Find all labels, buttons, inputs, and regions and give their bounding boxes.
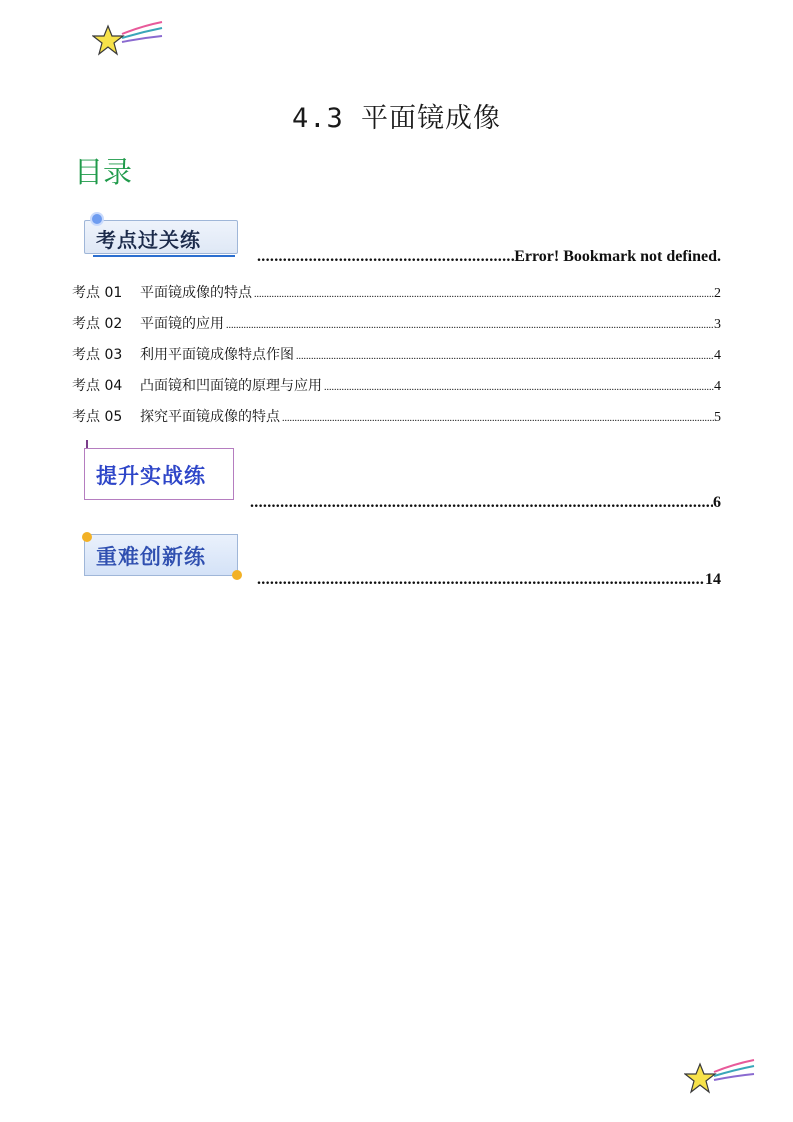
toc-item-title: 平面镜成像的特点 [140, 285, 252, 301]
dot-leader [254, 289, 714, 300]
toc-item-page: 4 [714, 379, 721, 394]
toc-item-page: 3 [714, 317, 721, 332]
toc-item[interactable] [72, 344, 721, 364]
document-title: 4.3 平面镜成像 [291, 103, 502, 134]
dot-leader [324, 382, 714, 393]
toc-item-code: 考点 02 [72, 316, 123, 332]
section-badge-exam-points [80, 212, 242, 258]
toc-entry-page: 14 [705, 571, 721, 588]
toc-item[interactable] [72, 282, 721, 302]
toc-item-page: 4 [714, 348, 721, 363]
toc-entry-practice[interactable] [250, 494, 721, 512]
toc-entry-page: 6 [713, 494, 721, 511]
toc-item-code: 考点 03 [72, 347, 123, 363]
toc-item-code: 考点 05 [72, 409, 123, 425]
toc-entry-exam-points[interactable] [257, 248, 721, 266]
dot-leader [250, 494, 713, 512]
shooting-star-icon [684, 1056, 756, 1096]
shooting-star-icon [92, 18, 164, 58]
toc-item-title: 利用平面镜成像特点作图 [140, 347, 294, 363]
dot-leader [257, 571, 705, 589]
badge-label: 重难创新练 [96, 545, 206, 569]
dot-leader [296, 351, 714, 362]
toc-item-page: 5 [714, 410, 721, 425]
dot-leader [282, 413, 714, 424]
toc-item-page: 2 [714, 286, 721, 301]
toc-item-code: 考点 04 [72, 378, 123, 394]
toc-item-title: 探究平面镜成像的特点 [140, 409, 280, 425]
section-badge-innovation [80, 530, 242, 582]
section-badge-practice [80, 440, 238, 502]
toc-item[interactable] [72, 375, 721, 395]
dot-leader [226, 320, 714, 331]
toc-entry-text: Error! Bookmark not defined. [514, 248, 721, 265]
toc-heading: 目录 [74, 155, 133, 189]
toc-item[interactable] [72, 313, 721, 333]
badge-label: 考点过关练 [96, 228, 201, 252]
toc-item-code: 考点 01 [72, 285, 123, 301]
toc-item-title: 凸面镜和凹面镜的原理与应用 [140, 378, 322, 394]
dot-leader [257, 248, 514, 266]
toc-entry-innovation[interactable] [257, 571, 721, 589]
toc-item-title: 平面镜的应用 [140, 316, 224, 332]
toc-item[interactable] [72, 406, 721, 426]
badge-label: 提升实战练 [96, 464, 206, 488]
